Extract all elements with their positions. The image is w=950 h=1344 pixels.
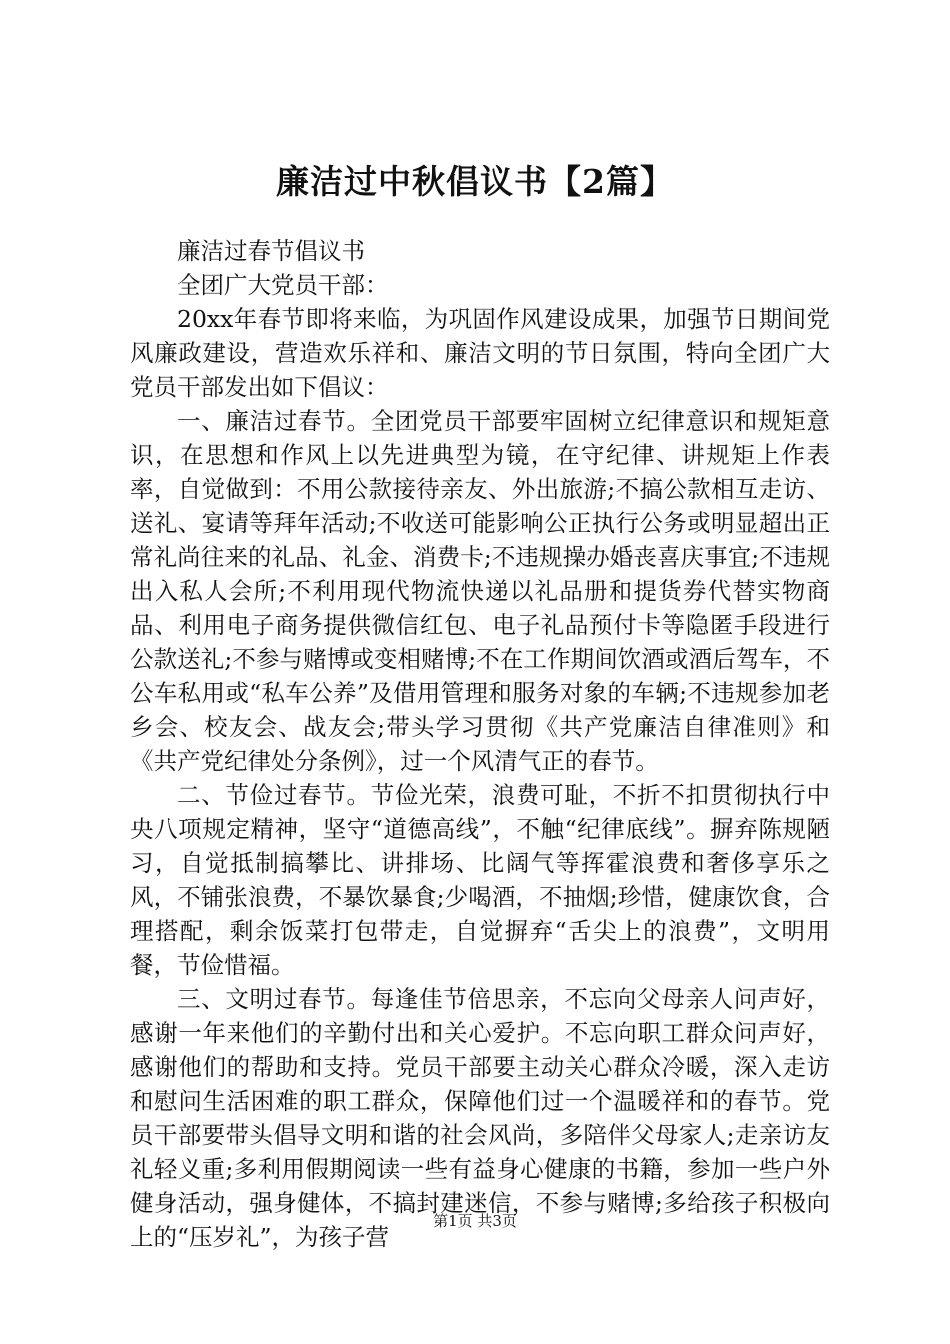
paragraph-point-1: 一、廉洁过春节。全团党员干部要牢固树立纪律意识和规矩意识，在思想和作风上以先进典型为镜，在守纪律、讲规矩上作表率，自觉做到：不用公款接待亲友、外出旅游;不搞公款相互走访、送礼、宴请等拜年活动;不收送可能影响公正执行公务或明显超出正常礼尚往来的礼品、礼金、消费卡;不违规操办婚丧喜庆事宜;不违规出入私人会所;不利用现代物流快递以礼品册和提货券代替实物商品、利用电子商务提供微信红包、电子礼品预付卡等隐匿手段进行公款送礼;不参与赌博或变相赌博;不在工作期间饮酒或酒后驾车，不公车私用或“私车公养”及借用管理和服务对象的车辆;不违规参加老乡会、校友会、战友会;带头学习贯彻《共产党廉洁自律准则》和《共产党纪律处分条例》，过一个风清气正的春节。 [130, 407, 830, 775]
document-body [130, 234, 830, 1254]
paragraph-point-2: 二、节俭过春节。节俭光荣，浪费可耻，不折不扣贯彻执行中央八项规定精神，坚守“道德高线”，不触“纪律底线”。摒弃陈规陋习，自觉抵制搞攀比、讲排场、比阔气等挥霍浪费和奢侈享乐之风，不铺张浪费，不暴饮暴食;少喝酒，不抽烟;珍惜，健康饮食，合理搭配，剩余饭菜打包带走，自觉摒弃“舌尖上的浪费”，文明用餐，节俭惜福。 [130, 781, 830, 979]
paragraph-subtitle: 廉洁过春节倡议书 [177, 237, 365, 265]
paragraph-intro: 20xx年春节即将来临，为巩固作风建设成果，加强节日期间党风廉政建设，营造欢乐祥和、廉洁文明的节日氛围，特向全团广大党员干部发出如下倡议： [130, 305, 830, 401]
paragraph-salutation: 全团广大党员干部： [177, 271, 389, 299]
page-footer: 第1页 共3页 [433, 1212, 517, 1230]
paragraph-point-3: 三、文明过春节。每逢佳节倍思亲，不忘向父母亲人问声好，感谢一年来他们的辛勤付出和关心爱护。不忘向职工群众问声好，感谢他们的帮助和支持。党员干部要主动关心群众冷暖，深入走访和慰问生活困难的职工群众，保障他们过一个温暖祥和的春节。党员干部要带头倡导文明和谐的社会风尚，多陪伴父母家人;走亲访友礼轻义重;多利用假期阅读一些有益身心健康的书籍，参加一些户外健身活动，强身健体，不搞封建迷信，不参与赌博;多给孩子积极向上的“压岁礼”，为孩子营 [130, 985, 830, 1251]
document-title: 廉洁过中秋倡议书【2篇】 [276, 162, 674, 201]
